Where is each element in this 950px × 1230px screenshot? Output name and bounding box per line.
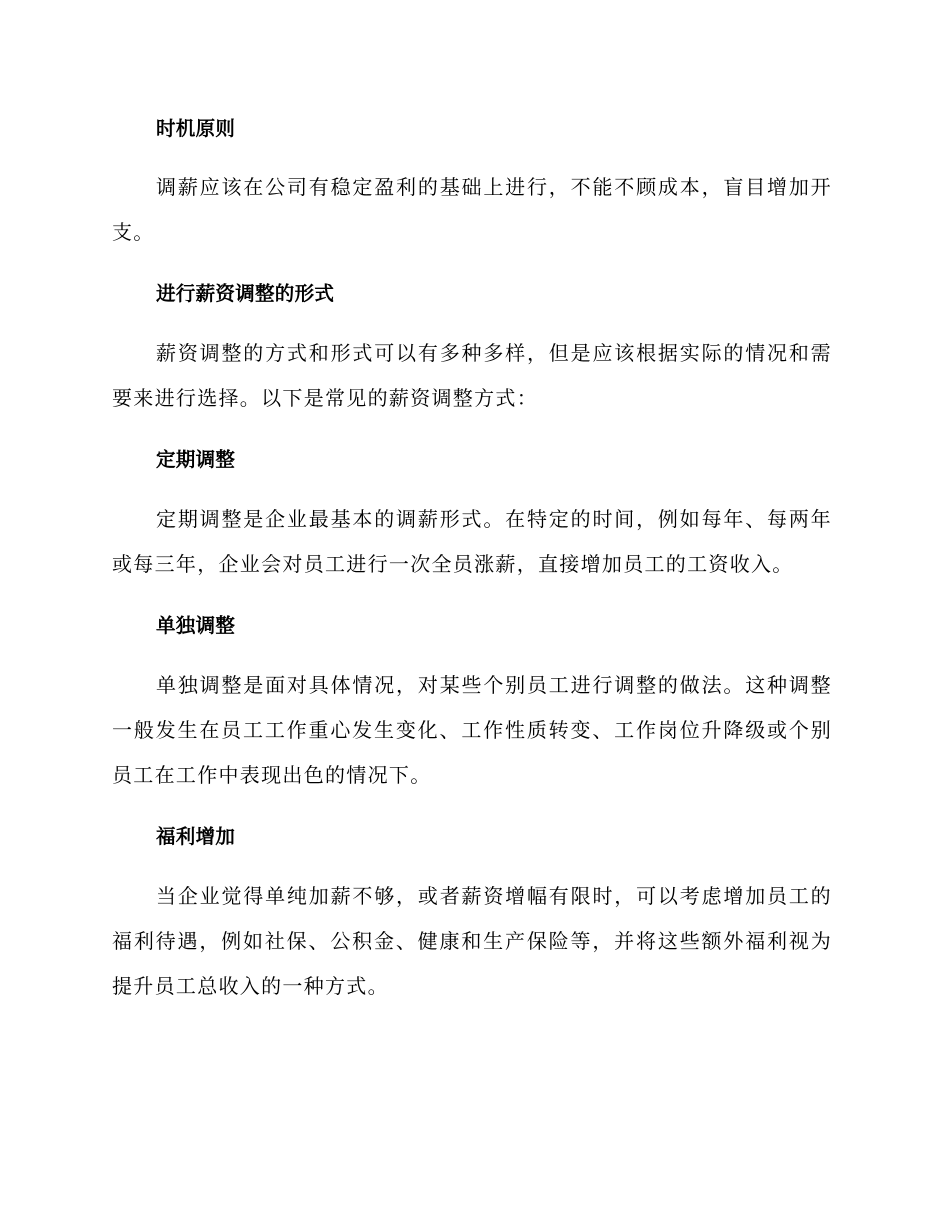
section-heading-adjustment-forms: 进行薪资调整的形式 bbox=[156, 282, 335, 305]
section-heading-timing-principle: 时机原则 bbox=[156, 117, 236, 140]
section-heading-benefit-increase: 福利增加 bbox=[156, 825, 236, 848]
section-paragraph-adjustment-forms: 薪资调整的方式和形式可以有多种多样，但是应该根据实际的情况和需要来进行选择。以下是常见的薪资调整方式： bbox=[112, 341, 832, 410]
document-page bbox=[112, 112, 832, 1009]
section-heading-individual-adjustment: 单独调整 bbox=[156, 614, 236, 637]
section-paragraph-periodic-adjustment: 定期调整是企业最基本的调薪形式。在特定的时间，例如每年、每两年或每三年，企业会对员工进行一次全员涨薪，直接增加员工的工资收入。 bbox=[112, 507, 832, 576]
section-paragraph-benefit-increase: 当企业觉得单纯加薪不够，或者薪资增幅有限时，可以考虑增加员工的福利待遇，例如社保、公积金、健康和生产保险等，并将这些额外福利视为提升员工总收入的一种方式。 bbox=[112, 884, 832, 998]
section-heading-periodic-adjustment: 定期调整 bbox=[156, 448, 236, 471]
section-paragraph-timing-principle: 调薪应该在公司有稳定盈利的基础上进行，不能不顾成本，盲目增加开支。 bbox=[112, 175, 832, 244]
section-paragraph-individual-adjustment: 单独调整是面对具体情况，对某些个别员工进行调整的做法。这种调整一般发生在员工工作重心发生变化、工作性质转变、工作岗位升降级或个别员工在工作中表现出色的情况下。 bbox=[112, 673, 832, 787]
